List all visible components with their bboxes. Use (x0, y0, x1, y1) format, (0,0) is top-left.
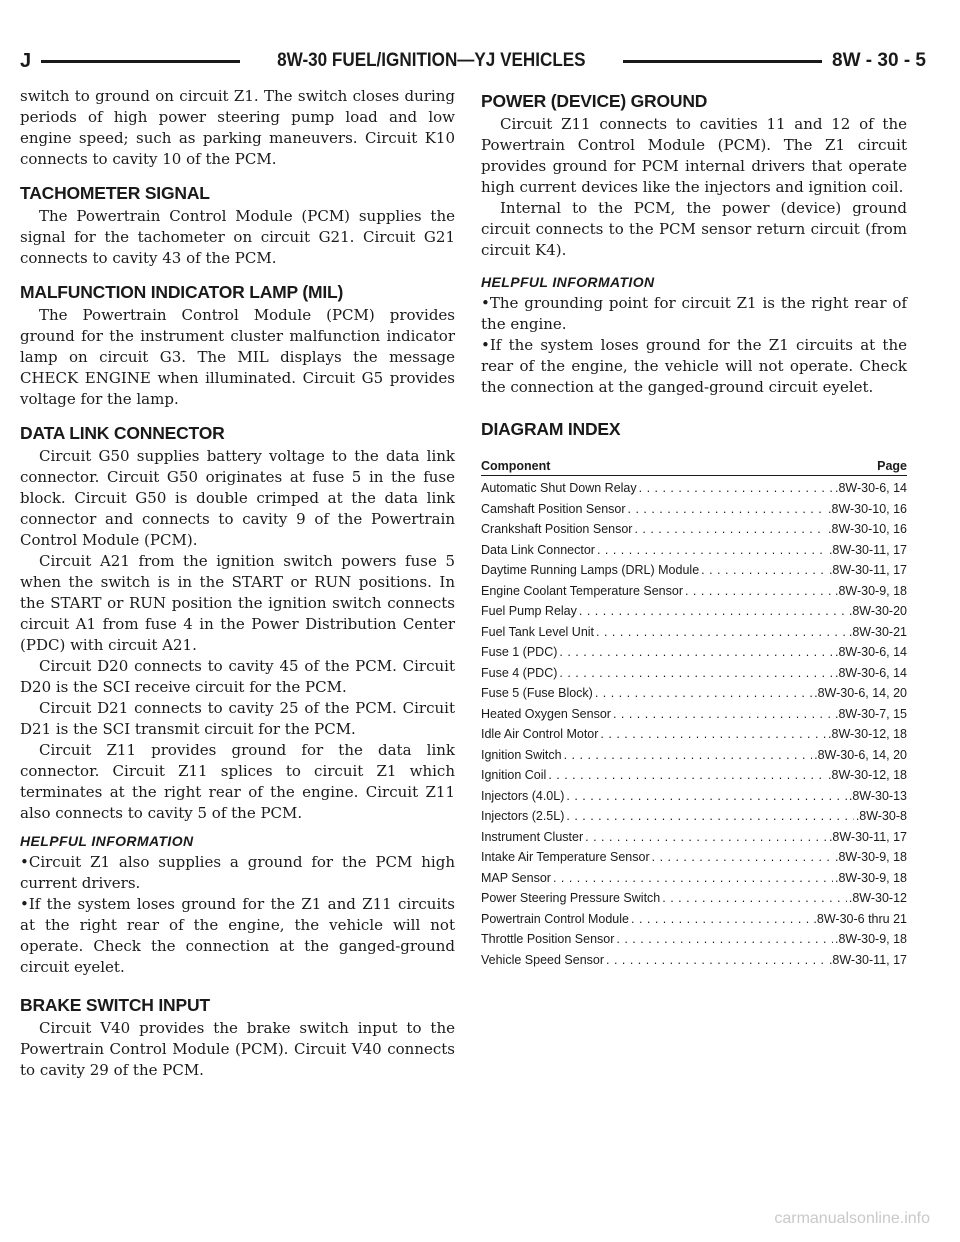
index-row-name: Engine Coolant Temperature Sensor (481, 583, 683, 598)
index-row-page: .8W-30-6, 14 (834, 665, 907, 680)
index-row-page: .8W-30-12, 18 (828, 768, 907, 782)
index-row-name: Instrument Cluster (481, 829, 584, 844)
index-row-page: .8W-30-6, 14 (834, 645, 907, 659)
index-row (481, 745, 907, 766)
helpful-bullet-left-1: •Circuit Z1 also supplies a ground for the PCM high current drivers. (20, 853, 455, 892)
left-column (20, 86, 455, 1081)
index-row-name: Fuse 4 (PDC) (481, 665, 558, 680)
index-row-leader (546, 765, 826, 786)
dlc-paragraph-4: Circuit D21 connects to cavity 25 of the PCM. Circuit D21 is the SCI transmit circuit for the PCM. (20, 699, 455, 738)
index-row-name: Fuel Pump Relay (481, 604, 577, 618)
index-row-page: .8W-30-20 (848, 604, 907, 618)
index-row-page: .8W-30-6, 14 (834, 481, 907, 495)
index-row-leader (557, 642, 833, 663)
index-row-name: Throttle Position Sensor (481, 932, 615, 946)
index-row-leader (595, 540, 827, 561)
index-row-leader (637, 478, 833, 499)
index-row (481, 909, 907, 930)
index-row (481, 581, 907, 602)
index-row (481, 724, 907, 745)
index-row (481, 806, 907, 827)
index-row-leader (614, 929, 833, 950)
index-row-leader (577, 601, 847, 622)
index-row-name: Heated Oxygen Sensor (481, 706, 611, 721)
index-row (481, 929, 907, 950)
index-row-name: Power Steering Pressure Switch (481, 891, 661, 905)
index-row-leader (564, 806, 853, 827)
index-row-name: Ignition Coil (481, 768, 547, 782)
index-row (481, 704, 907, 725)
index-row-page: .8W-30-9, 18 (834, 583, 907, 598)
index-col-component: Component (481, 459, 551, 473)
index-row (481, 519, 907, 540)
index-row-leader (583, 827, 827, 848)
header-rule-left (41, 60, 240, 63)
index-row-name: Vehicle Speed Sensor (481, 952, 605, 967)
index-row-page: .8W-30-9, 18 (834, 932, 907, 946)
index-row-leader (557, 663, 833, 684)
index-row-page: .8W-30-11, 17 (828, 952, 907, 967)
index-row-leader (598, 724, 826, 745)
index-row (481, 827, 907, 848)
dlc-paragraph-2: Circuit A21 from the ignition switch powers fuse 5 when the switch is in the START or RUN positions. In the START or RUN position the ignition switch connects circuit A1 from fuse 4 in the Power Distribution Center (PDC) with circuit A21. (20, 552, 455, 654)
index-row-name: Automatic Shut Down Relay (481, 481, 637, 495)
index-row-page: .8W-30-9, 18 (834, 870, 907, 885)
index-row-leader (551, 868, 833, 889)
heading-power-device-ground: POWER (DEVICE) GROUND (481, 91, 708, 111)
index-row-name: Daytime Running Lamps (DRL) Module (481, 563, 700, 577)
index-row-leader (632, 519, 826, 540)
index-row-name: Injectors (4.0L) (481, 788, 565, 803)
index-row-name: MAP Sensor (481, 870, 551, 885)
index-row-leader (629, 909, 811, 930)
header-section-letter: J (20, 49, 32, 72)
index-row (481, 888, 907, 909)
index-row (481, 868, 907, 889)
index-row (481, 663, 907, 684)
index-row-name: Powertrain Control Module (481, 911, 629, 926)
index-row (481, 601, 907, 622)
helpful-bullet-right-1: •The grounding point for circuit Z1 is the right rear of the engine. (481, 294, 907, 333)
right-column (481, 86, 907, 970)
index-row-name: Ignition Switch (481, 747, 562, 762)
tachometer-paragraph: The Powertrain Control Module (PCM) supplies the signal for the tachometer on circuit G21. Circuit G21 connects to cavity 43 of the PCM. (20, 207, 455, 267)
index-row-leader (683, 581, 833, 602)
index-row (481, 786, 907, 807)
power-paragraph-2: Internal to the PCM, the power (device) ground circuit connects to the PCM sensor return circuit (from circuit K4). (481, 199, 907, 259)
mil-paragraph: The Powertrain Control Module (PCM) provides ground for the instrument cluster malfunction indicator lamp on circuit G3. The MIL displays the message CHECK ENGINE when illuminated. Circuit G5 provides voltage for the lamp. (20, 306, 455, 408)
index-row (481, 847, 907, 868)
index-row-page: .8W-30-7, 15 (834, 706, 907, 721)
index-row (481, 560, 907, 581)
index-row (481, 642, 907, 663)
watermark-text[interactable]: carmanualsonline.info (774, 1210, 930, 1227)
heading-helpful-information-left: HELPFUL INFORMATION (20, 833, 194, 849)
index-row-page: .8W-30-8 (855, 809, 907, 823)
index-row-page: .8W-30-12, 18 (828, 727, 907, 741)
index-row-name: Crankshaft Position Sensor (481, 522, 633, 536)
index-row (481, 683, 907, 704)
heading-mil: MALFUNCTION INDICATOR LAMP (MIL) (20, 282, 344, 302)
index-row-page: .8W-30-21 (848, 624, 907, 639)
heading-data-link-connector: DATA LINK CONNECTOR (20, 423, 225, 443)
index-row-leader (699, 560, 827, 581)
index-row-page: .8W-30-13 (848, 788, 907, 803)
brake-paragraph: Circuit V40 provides the brake switch input to the Powertrain Control Module (PCM). Circuit V40 connects to cavity 29 of the PCM. (20, 1019, 455, 1079)
header-page-number: 8W - 30 - 5 (832, 50, 926, 71)
intro-paragraph: switch to ground on circuit Z1. The switch closes during periods of high power steering pump load and low engine speed; such as parking maneuvers. Circuit K10 connects to cavity 10 of the PCM. (20, 87, 455, 168)
heading-helpful-information-right: HELPFUL INFORMATION (481, 274, 655, 290)
index-row (481, 499, 907, 520)
index-row-page: .8W-30-11, 17 (828, 542, 907, 557)
index-row (481, 540, 907, 561)
index-row-leader (594, 622, 847, 643)
header-title: 8W-30 FUEL/IGNITION—YJ VEHICLES (277, 50, 586, 71)
index-row-page: .8W-30-11, 17 (828, 829, 907, 844)
index-list (481, 478, 907, 970)
dlc-paragraph-3: Circuit D20 connects to cavity 45 of the PCM. Circuit D20 is the SCI receive circuit for the PCM. (20, 657, 455, 696)
index-column-headers (481, 458, 907, 476)
index-row (481, 950, 907, 971)
index-row-leader (593, 683, 812, 704)
index-row (481, 478, 907, 499)
index-row-name: Injectors (2.5L) (481, 809, 565, 823)
index-row-page: .8W-30-9, 18 (834, 850, 907, 864)
index-row (481, 765, 907, 786)
index-row-leader (611, 704, 833, 725)
index-row-leader (660, 888, 847, 909)
dlc-paragraph-1: Circuit G50 supplies battery voltage to the data link connector. Circuit G50 originates at fuse 5 in the fuse block. Circuit G50 is double crimped at the data link connector and connects to cavity 9 of the Powertrain Control Module (PCM). (20, 447, 455, 549)
index-row-name: Camshaft Position Sensor (481, 501, 626, 516)
index-row-name: Data Link Connector (481, 542, 595, 557)
index-row-name: Intake Air Temperature Sensor (481, 850, 650, 864)
heading-tachometer-signal: TACHOMETER SIGNAL (20, 183, 210, 203)
power-paragraph-1: Circuit Z11 connects to cavities 11 and 12 of the Powertrain Control Module (PCM). The Z1 circuit provides ground for PCM internal drivers that operate high current devices like the injectors and ignition coil. (481, 115, 907, 196)
index-row-name: Fuse 1 (PDC) (481, 645, 558, 659)
index-row-page: .8W-30-10, 16 (828, 501, 907, 516)
heading-diagram-index: DIAGRAM INDEX (481, 419, 621, 439)
index-row-page: .8W-30-10, 16 (828, 522, 907, 536)
helpful-bullet-right-2: •If the system loses ground for the Z1 circuits at the rear of the engine, the vehicle will not operate. Check the connection at the ganged-ground circuit eyelet. (481, 336, 907, 396)
index-row-name: Fuse 5 (Fuse Block) (481, 686, 593, 700)
dlc-paragraph-5: Circuit Z11 provides ground for the data link connector. Circuit Z11 splices to circuit Z1 which terminates at the right rear of the engine. Circuit Z11 also connects to cavity 5 of the PCM. (20, 741, 455, 822)
index-row-page: .8W-30-12 (848, 891, 907, 905)
index-row-leader (650, 847, 833, 868)
heading-brake-switch-input: BRAKE SWITCH INPUT (20, 995, 210, 1015)
page-header (20, 44, 926, 78)
helpful-bullet-left-2: •If the system loses ground for the Z1 and Z11 circuits at the right rear of the engine, the vehicle will not operate. Check the connection at the ganged-ground circuit eyelet. (20, 895, 455, 976)
index-row-name: Fuel Tank Level Unit (481, 624, 595, 639)
index-row-page: .8W-30-6, 14, 20 (814, 747, 907, 762)
index-row (481, 622, 907, 643)
index-row-page: .8W-30-6 thru 21 (813, 911, 907, 926)
index-row-name: Idle Air Control Motor (481, 727, 599, 741)
index-row-page: .8W-30-11, 17 (828, 563, 907, 577)
index-row-leader (604, 950, 827, 971)
index-row-page: .8W-30-6, 14, 20 (814, 686, 907, 700)
index-row-leader (626, 499, 827, 520)
index-col-page: Page (877, 459, 907, 473)
index-row-leader (562, 745, 813, 766)
header-rule-right (623, 60, 822, 63)
index-row-leader (564, 786, 846, 807)
